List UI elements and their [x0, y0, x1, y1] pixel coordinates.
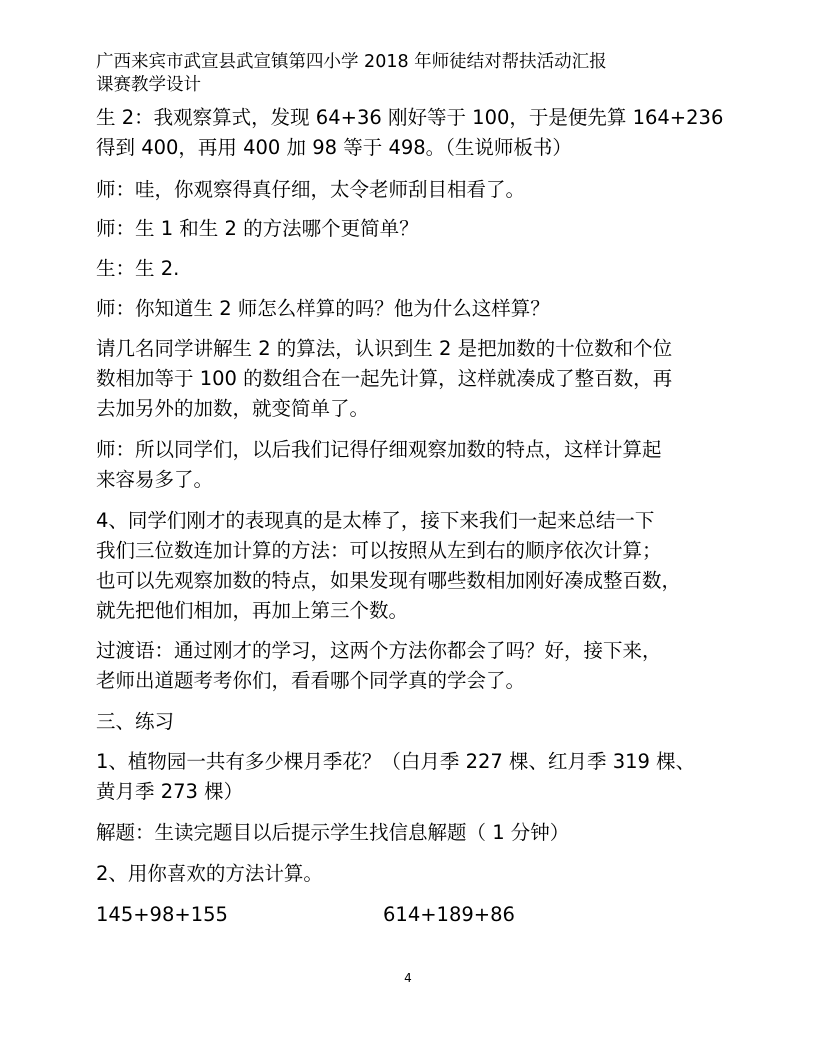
paragraph-line: 来容易多了。	[96, 468, 214, 491]
document-header	[96, 51, 736, 97]
paragraph-line: 师：哇，你观察得真仔细，太令老师刮目相看了。	[96, 178, 526, 201]
paragraph-line: 2、用你喜欢的方法计算。	[96, 862, 323, 885]
paragraph-line: 师：你知道生 2 师怎么样算的吗？他为什么这样算？	[96, 297, 550, 320]
paragraph-line: 师：所以同学们，以后我们记得仔细观察加数的特点，这样计算起	[96, 438, 662, 461]
page-number: 4	[404, 971, 412, 985]
section-heading: 三、练习	[96, 710, 175, 733]
paragraph-line: 请几名同学讲解生 2 的算法，认识到生 2 是把加数的十位数和个位	[96, 337, 673, 360]
paragraph-line: 数相加等于 100 的数组合在一起先计算，这样就凑成了整百数，再	[96, 367, 673, 390]
paragraph-line: 过渡语：通过刚才的学习，这两个方法你都会了吗？好，接下来，	[96, 639, 662, 662]
paragraph-line: 就先把他们相加，再加上第三个数。	[96, 599, 409, 622]
paragraph-line: 我们三位数连加计算的方法：可以按照从左到右的顺序依次计算；	[96, 539, 662, 562]
paragraph-line: 师：生 1 和生 2 的方法哪个更简单？	[96, 217, 419, 240]
paragraph-line: 生 2：我观察算式，发现 64+36 刚好等于 100，于是便先算 164+236	[96, 106, 724, 129]
paragraph-line: 1、植物园一共有多少棵月季花？（白月季 227 棵、红月季 319 棵、	[96, 750, 696, 773]
paragraph-line: 4、同学们刚才的表现真的是太棒了，接下来我们一起来总结一下	[96, 509, 655, 532]
paragraph-line: 生：生 2.	[96, 257, 180, 280]
paragraph-line: 老师出道题考考你们，看看哪个同学真的学会了。	[96, 669, 526, 692]
paragraph-line: 得到 400，再用 400 加 98 等于 498。（生说师板书）	[96, 136, 572, 159]
paragraph-line: 解题：生读完题目以后提示学生找信息解题（ 1 分钟）	[96, 821, 570, 844]
header-line-1: 广西来宾市武宣县武宣镇第四小学 2018 年师徒结对帮扶活动汇报	[96, 52, 607, 72]
paragraph-line: 也可以先观察加数的特点，如果发现有哪些数相加刚好凑成整百数，	[96, 569, 682, 592]
exercise-right: 614+189+86	[383, 903, 515, 926]
header-line-2: 课赛教学设计	[96, 75, 201, 95]
exercise-left: 145+98+155	[96, 903, 228, 926]
paragraph-line: 黄月季 273 棵）	[96, 780, 244, 803]
paragraph-line: 去加另外的加数，就变简单了。	[96, 397, 370, 420]
